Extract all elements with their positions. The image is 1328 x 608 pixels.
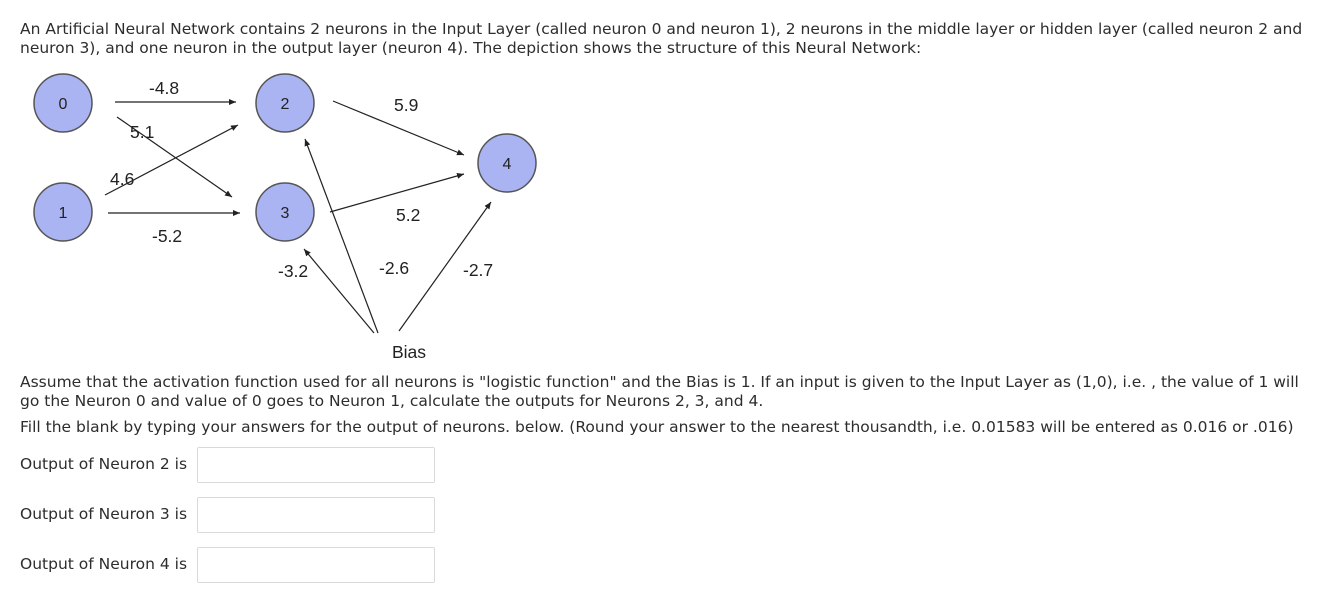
neuron-0-label: 0 <box>58 96 68 113</box>
edge-bias-to-3 <box>304 249 374 333</box>
weight-bias-to-2: -2.6 <box>379 258 410 278</box>
weight-2-to-4: 5.9 <box>394 95 419 115</box>
neuron-2-label: 2 <box>280 96 290 113</box>
neuron-4-output-input[interactable] <box>197 547 435 583</box>
weight-1-to-2: 4.6 <box>110 169 135 189</box>
neuron-3-label: 3 <box>280 205 290 222</box>
neuron-4-output-label: Output of Neuron 4 is <box>20 555 188 573</box>
fill-instructions-text: Fill the blank by typing your answers for the output of neurons. below. (Round your answer to the nearest thousandth, i.e. 0.01583 will be entered as 0.016 or .016) <box>20 418 1294 436</box>
bias-label: Bias <box>392 342 427 362</box>
neuron-3-output-label: Output of Neuron 3 is <box>20 505 188 523</box>
neuron-4-label: 4 <box>502 156 512 173</box>
intro-text: An Artificial Neural Network contains 2 neurons in the Input Layer (called neuron 0 and neuron 1), 2 neurons in the middle layer or hidden layer (called neuron 2 and neuron 3), and one neuron in the output layer (neuron 4). The depiction shows the structure of this Neural Network: <box>20 20 1303 57</box>
neuron-3-output-input[interactable] <box>197 497 435 533</box>
weight-0-to-2: -4.8 <box>149 78 180 98</box>
weight-0-to-3: 5.1 <box>130 122 155 142</box>
neuron-2-output-input[interactable] <box>197 447 435 483</box>
weight-1-to-3: -5.2 <box>152 226 183 246</box>
neuron-2-output-label: Output of Neuron 2 is <box>20 455 188 473</box>
edge-bias-to-2 <box>305 139 378 333</box>
weight-3-to-4: 5.2 <box>396 205 421 225</box>
weight-bias-to-3: -3.2 <box>278 261 309 281</box>
weight-bias-to-4: -2.7 <box>463 260 494 280</box>
neuron-1-label: 1 <box>58 205 68 222</box>
assumption-text: Assume that the activation function used for all neurons is "logistic function" and the Bias is 1. If an input is given to the Input Layer as (1,0), i.e. , the value of 1 will go the Neuron 0 and value of 0 goes to Neuron 1, calculate the outputs for Neurons 2, 3, and 4. <box>20 373 1299 410</box>
